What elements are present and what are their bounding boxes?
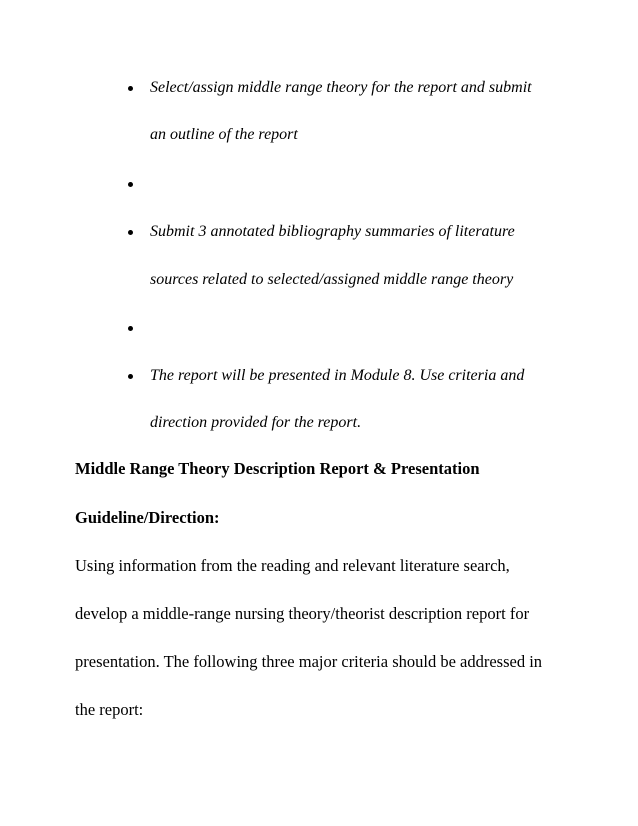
list-item-text: Submit 3 annotated bibliography summaries of literature bbox=[150, 223, 515, 240]
list-item bbox=[0, 318, 638, 342]
bullet-icon bbox=[128, 230, 133, 235]
bullet-icon bbox=[128, 374, 133, 379]
bullet-icon bbox=[128, 182, 133, 187]
list-item-text: direction provided for the report. bbox=[150, 414, 362, 431]
bullet-icon bbox=[128, 86, 133, 91]
list-item-text: sources related to selected/assigned middle range theory bbox=[150, 271, 514, 288]
paragraph-line: the report: bbox=[75, 700, 144, 719]
paragraph-line: presentation. The following three major criteria should be addressed in bbox=[75, 652, 543, 671]
section-heading: Guideline/Direction: bbox=[75, 508, 220, 527]
list-item-text: The report will be presented in Module 8. Use criteria and bbox=[150, 367, 525, 384]
list-item-text: Select/assign middle range theory for the report and submit bbox=[150, 79, 532, 96]
section-heading: Middle Range Theory Description Report & Presentation bbox=[75, 459, 480, 478]
paragraph-line: develop a middle-range nursing theory/theorist description report for bbox=[75, 604, 530, 623]
bullet-icon bbox=[128, 326, 133, 331]
paragraph-line: Using information from the reading and relevant literature search, bbox=[75, 556, 510, 575]
list-item bbox=[0, 174, 638, 198]
list-item-text: an outline of the report bbox=[150, 126, 298, 143]
